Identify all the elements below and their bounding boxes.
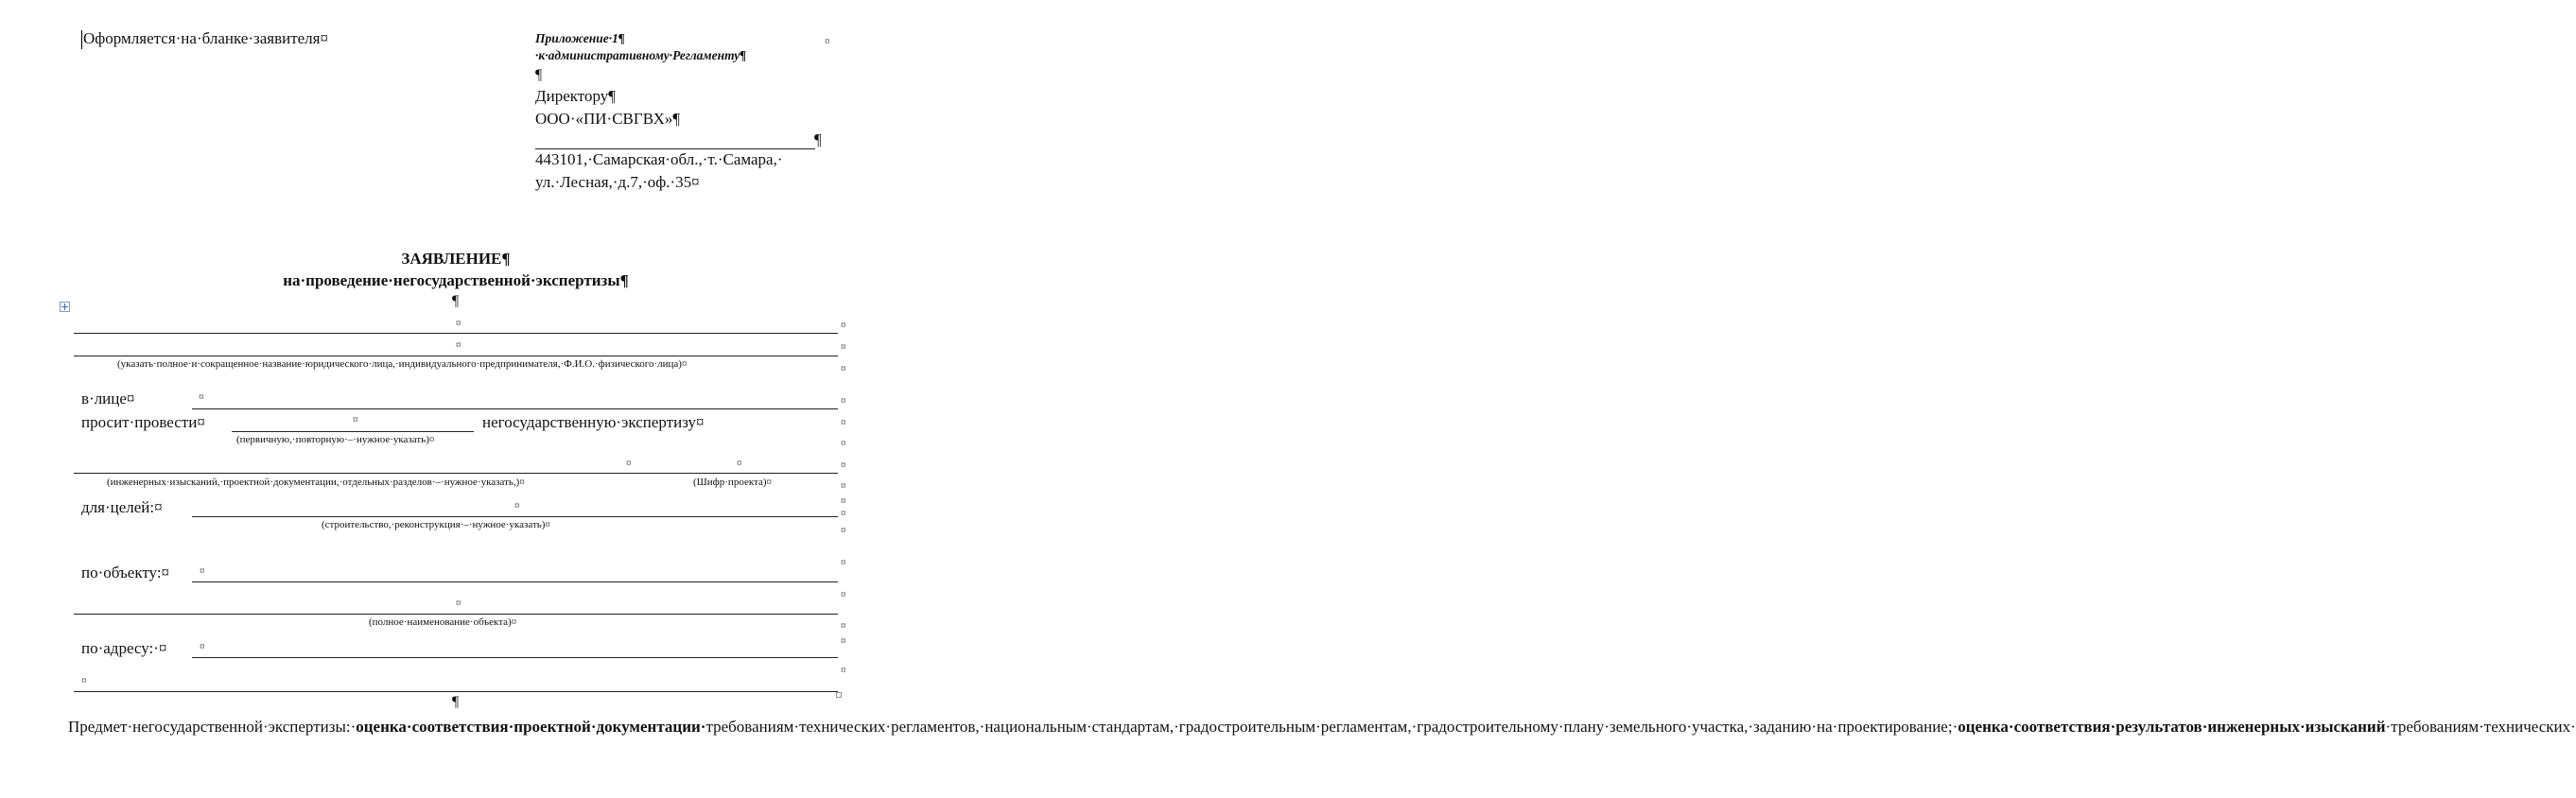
cell-mark: ¤ [825, 36, 830, 47]
hint-primary: (первичную,·повторную·–·нужное·указать)¤ [236, 434, 435, 445]
form-pilcrow: ¶ [452, 694, 460, 710]
appendix-line-1: Приложение·1¶ [535, 31, 625, 45]
document-subtitle: на·проведение·негосударственной·экспертизы¶ [283, 271, 629, 289]
object-label: по·объекту:¤ [81, 564, 170, 581]
cell-mark: ¤ [456, 318, 461, 329]
cell-mark: ¤ [81, 675, 87, 686]
row-end-mark: ¤ [841, 480, 846, 492]
table-end-marker [836, 692, 842, 698]
object-field-2[interactable] [74, 614, 838, 615]
applicant-line-1[interactable] [74, 333, 838, 334]
in-person-label: в·лице¤ [81, 390, 135, 408]
hint-project-code: (Шифр·проекта)¤ [693, 477, 773, 488]
row-end-mark: ¤ [841, 363, 846, 374]
cell-mark: ¤ [200, 565, 205, 577]
purpose-label: для·целей:¤ [81, 498, 163, 516]
subject-paragraph [68, 717, 2576, 737]
hint-object: (полное·наименование·объекта)¤ [369, 616, 517, 628]
row-end-mark: ¤ [841, 495, 846, 507]
row-end-mark: ¤ [841, 395, 846, 407]
subject-intro: Предмет·негосударственной·экспертизы:· [68, 718, 357, 736]
subject-bold-2: оценка·соответствия·результатов·инженерных·изысканий [1958, 718, 2386, 736]
request-suffix: негосударственную·экспертизу¤ [482, 413, 705, 431]
hint-legal-entity: (указать·полное·и·сокращенное·название·юридического·лица,·индивидуального·предпринимателя,·Ф.И.О.·физического·лица)¤ [117, 358, 688, 370]
address-line-1: 443101,·Самарская·обл.,·т.·Самара,· [535, 150, 783, 168]
row-end-mark: ¤ [841, 460, 846, 471]
expertise-type-field[interactable] [232, 431, 474, 432]
cell-mark: ¤ [199, 391, 204, 403]
address-field-1[interactable] [192, 657, 838, 658]
cell-mark: ¤ [626, 458, 632, 469]
director-name-line[interactable] [535, 148, 815, 149]
subject-text-3: ·требованиям·технических· [2385, 718, 2576, 736]
text-cursor [81, 30, 82, 49]
cell-mark: ¤ [353, 414, 358, 425]
hint-purpose: (строительство,·реконструкция·–·нужное·указать)¤ [322, 519, 550, 530]
cell-mark: ¤ [456, 598, 461, 609]
purpose-field[interactable] [192, 516, 838, 517]
row-end-mark: ¤ [841, 341, 846, 353]
row-end-mark: ¤ [841, 525, 846, 536]
document-title: ЗАЯВЛЕНИЕ¶ [401, 250, 511, 268]
cell-mark: ¤ [200, 641, 205, 652]
row-end-mark: ¤ [841, 438, 846, 449]
blank-pilcrow: ¶ [814, 130, 822, 148]
subject-bold-1: оценка·соответствия·проектной·документации· [356, 718, 706, 736]
row-end-mark: ¤ [841, 589, 846, 600]
subject-text-2: требованиям·технических·регламентов,·национальным·стандартам,·градостроительным·регламентам,·градостроительному·плану·земельного·участка,·заданию·на·проектирование;· [705, 718, 1958, 736]
address-line-2: ул.·Лесная,·д.7,·оф.·35¤ [535, 173, 700, 191]
row-end-mark: ¤ [841, 508, 846, 519]
object-field-1[interactable] [192, 581, 838, 582]
row-end-mark: ¤ [841, 635, 846, 647]
row-end-mark: ¤ [841, 417, 846, 428]
row-end-mark: ¤ [841, 557, 846, 568]
row-end-mark: ¤ [841, 320, 846, 331]
blank-note: Оформляется·на·бланке·заявителя¤ [83, 29, 328, 47]
hint-docs: (инженерных·изысканий,·проектной·документации,·отдельных·разделов·–·нужное·указать,)¤ [107, 477, 525, 488]
appendix-line-2: ·к·административному·Регламенту¶ [535, 48, 747, 62]
company-name: ООО·«ПИ·СВГВХ»¶ [535, 110, 681, 128]
address-label: по·адресу:·¤ [81, 639, 167, 657]
documents-field[interactable] [74, 473, 838, 474]
table-move-handle-icon[interactable] [60, 302, 70, 312]
row-end-mark: ¤ [841, 665, 846, 676]
cell-mark: ¤ [737, 458, 742, 469]
cell-mark: ¤ [514, 500, 520, 512]
address-field-2[interactable] [74, 691, 838, 692]
row-end-mark: ¤ [841, 620, 846, 632]
cell-mark: ¤ [456, 339, 461, 351]
request-label: просит·провести¤ [81, 413, 205, 431]
director-label: Директору¶ [535, 87, 616, 105]
representative-field[interactable] [192, 408, 838, 409]
title-pilcrow: ¶ [452, 293, 460, 309]
pilcrow: ¶ [535, 67, 543, 83]
